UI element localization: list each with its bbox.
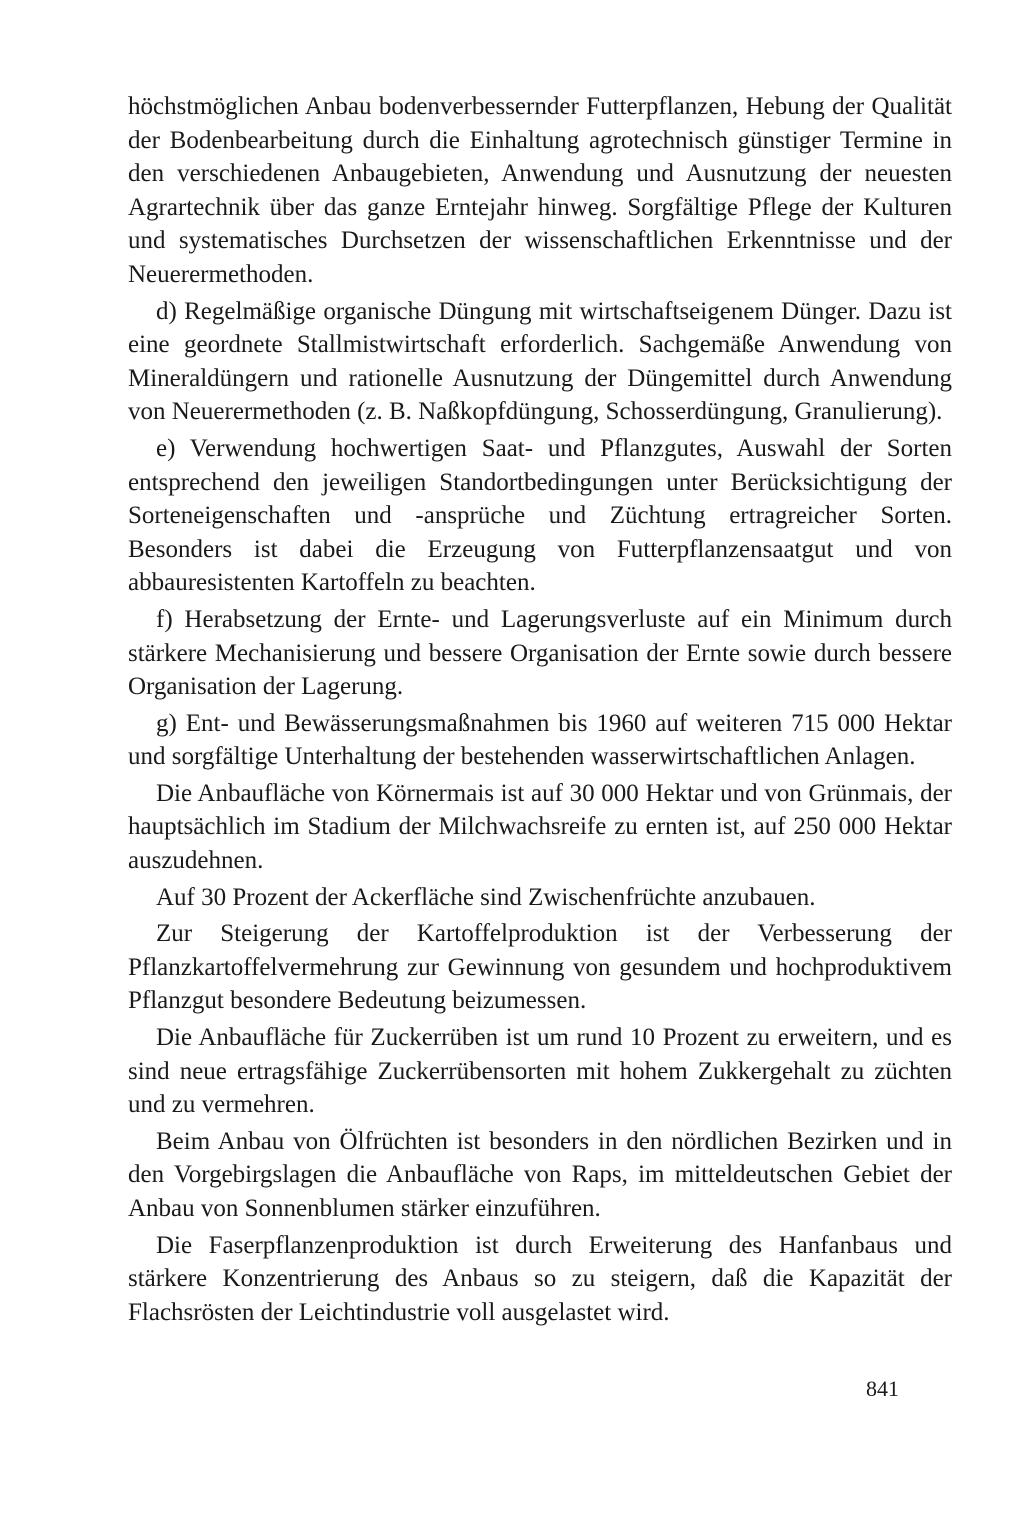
paragraph-item-f: f) Herabsetzung der Ernte- und Lagerungsverluste auf ein Minimum durch stärkere Mechanisierung und bessere Organisation der Ernte sowie durch bessere Organisation der Lagerung. [128,605,952,701]
paragraph-zwischenfruechte: Auf 30 Prozent der Ackerfläche sind Zwischenfrüchte anzubauen. [156,883,816,911]
paragraph-kartoffelproduktion: Zur Steigerung der Kartoffelproduktion ist der Verbesserung der Pflanzkartoffelvermehrung zur Gewinnung von gesundem und hochproduktivem Pflanzgut besondere Bedeutung beizumessen. [128,920,952,1015]
paragraph-zuckerrueben: Die Anbaufläche für Zuckerrüben ist um rund 10 Prozent zu erweitern, und es sind neue ertragsfähige Zuckerrübensorten mit hohem Zukkergehalt zu züchten und zu vermehren. [128,1024,952,1119]
paragraph-oelfruechte: Beim Anbau von Ölfrüchten ist besonders in den nördlichen Bezirken und in den Vorgebirgslagen die Anbaufläche von Raps, im mitteldeutschen Gebiet der Anbau von Sonnenblumen stärker einzuführen. [128,1127,952,1222]
paragraph-continuation: höchstmöglichen Anbau bodenverbessernder Futterpflanzen, Hebung der Qualität der Bodenbearbeitung durch die Einhaltung agrotechnisch günstiger Termine in den verschiedenen Anbaugebieten, Anwendung und Ausnutzung der neuesten Agrartechnik über das ganze Erntejahr hinweg. Sorgfältige Pflege der Kulturen und systematisches Durchsetzen der wissenschaftlichen Erkenntnisse und der Neuerermethoden. [128,93,952,288]
page-number: 841 [866,1376,899,1401]
paragraph-faserpflanzen: Die Faserpflanzenproduktion ist durch Erweiterung des Hanfanbaus und stärkere Konzentrierung des Anbaus so zu steigern, daß die Kapazität der Flachsrösten der Leichtindustrie voll ausgelastet wird. [128,1231,952,1326]
paragraph-item-g: g) Ent- und Bewässerungsmaßnahmen bis 1960 auf weiteren 715 000 Hektar und sorgfältige Unterhaltung der bestehenden wasserwirtschaftlichen Anlagen. [128,709,952,771]
paragraph-item-e: e) Verwendung hochwertigen Saat- und Pflanzgutes, Auswahl der Sorten entsprechend den jeweiligen Standortbedingungen unter Berücksichtigung der Sorteneigenschaften und -ansprüche und Züchtung ertragreicher Sorten. Besonders ist dabei die Erzeugung von Futterpflanzensaatgut und von abbauresistenten Kartoffeln zu beachten. [128,434,952,597]
paragraph-item-d: d) Regelmäßige organische Düngung mit wirtschaftseigenem Dünger. Dazu ist eine geordnete Stallmistwirtschaft erforderlich. Sachgemäße Anwendung von Mineraldüngern und rationelle Ausnutzung der Düngemittel durch Anwendung von Neuerermethoden (z. B. Naßkopfdüngung, Schosserdüngung, Granulierung). [128,297,952,426]
body-text [128,90,952,1332]
paragraph-koernermais: Die Anbaufläche von Körnermais ist auf 30 000 Hektar und von Grünmais, der hauptsächlich im Stadium der Milchwachsreife zu ernten ist, auf 250 000 Hektar auszudehnen. [128,779,952,875]
